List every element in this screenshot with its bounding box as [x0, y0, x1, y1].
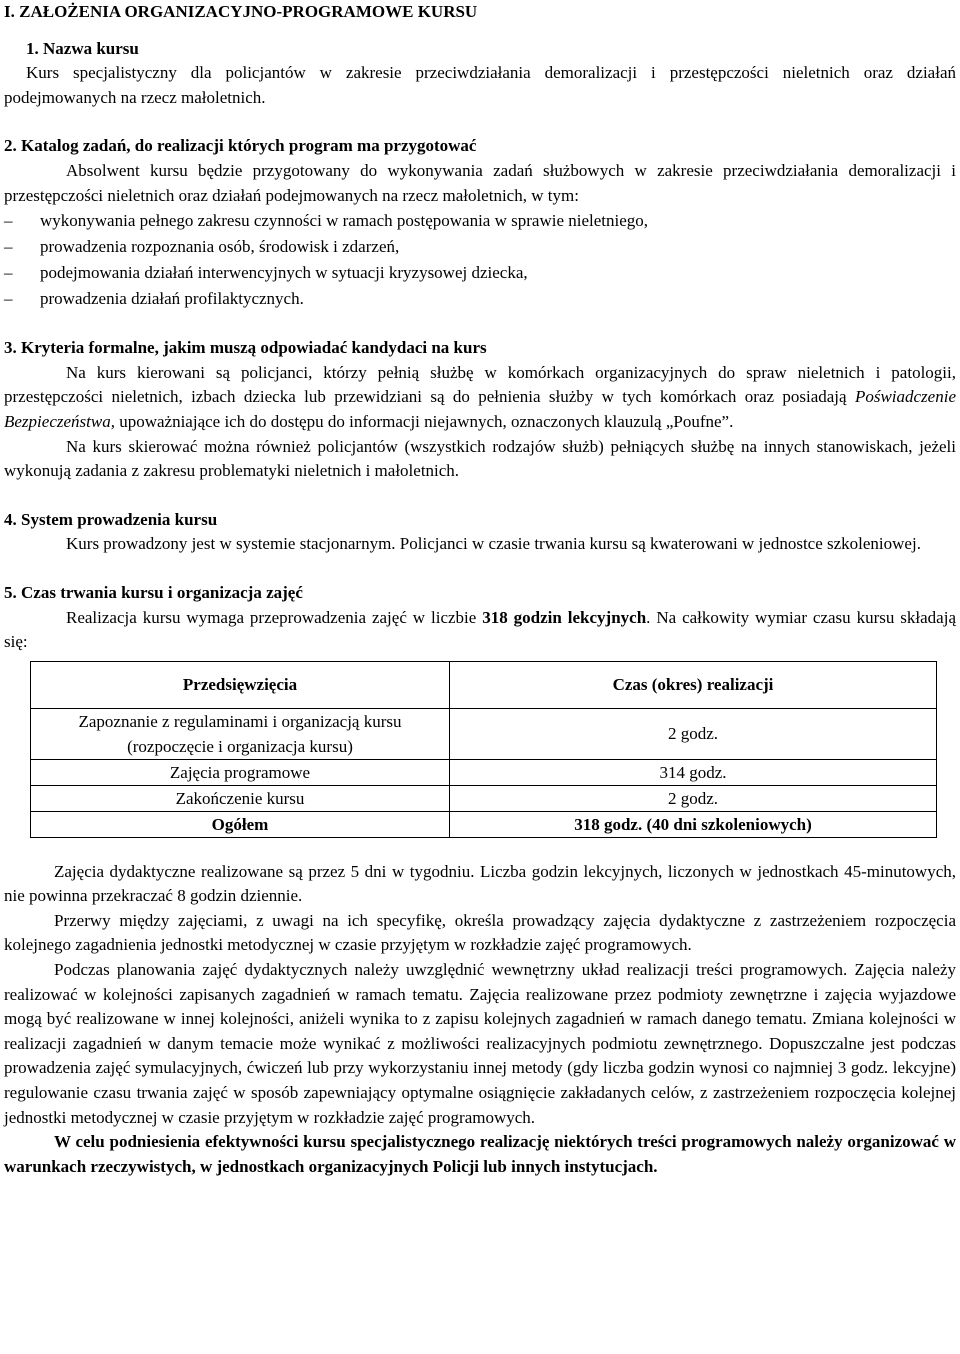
section-4-heading: 4. System prowadzenia kursu	[4, 509, 218, 529]
section-5-intro-start: Realizacja kursu wymaga przeprowadzenia zajęć w liczbie	[66, 607, 483, 627]
table-cell-activity: Zajęcia programowe	[31, 759, 450, 785]
table-total-value: 318 godz. (40 dni szkoleniowych)	[450, 811, 937, 837]
table-cell-duration: 2 godz.	[450, 785, 937, 811]
table-header-row	[31, 661, 937, 708]
table-row	[31, 759, 937, 785]
list-item: – prowadzenia działań profilaktycznych.	[4, 286, 956, 312]
section-5-intro-hours: 318 godzin lekcyjnych	[482, 607, 647, 627]
section-1-heading: 1. Nazwa kursu	[26, 38, 139, 58]
table-cell-duration: 314 godz.	[450, 759, 937, 785]
list-item: – prowadzenia rozpoznania osób, środowisk i zdarzeń,	[4, 234, 956, 260]
table-total-label: Ogółem	[31, 811, 450, 837]
table-cell-activity	[31, 708, 450, 759]
table-row	[31, 785, 937, 811]
table-cell-activity-line2: (rozpoczęcie i organizacja kursu)	[127, 736, 353, 756]
section-3-paragraph-1	[4, 361, 956, 435]
section-2-text: Absolwent kursu będzie przygotowany do wykonywania zadań służbowych w zakresie przeciwdziałania demoralizacji i przestępczości nieletnich oraz działań podejmowanych na rzecz małoletnich, w tym:	[4, 160, 956, 205]
table-cell-duration: 2 godz.	[450, 708, 937, 759]
section-5-heading: 5. Czas trwania kursu i organizacja zajęć	[4, 582, 303, 602]
schedule-table	[30, 661, 937, 838]
table-cell-activity-line1: Zapoznanie z regulaminami i organizacją kursu	[78, 711, 402, 731]
table-cell-activity: Zakończenie kursu	[31, 785, 450, 811]
section-3-paragraph-2: Na kurs skierować można również policjantów (wszystkich rodzajów służb) pełniących służbę na innych stanowiskach, jeżeli wykonują zadania z zakresu problematyki nieletnich i małoletnich.	[4, 436, 956, 481]
document-title: I. ZAŁOŻENIA ORGANIZACYJNO-PROGRAMOWE KURSU	[4, 2, 478, 21]
section-3-p1-end: upoważniające ich do dostępu do informacji niejawnych, oznaczonych klauzulą „Poufne”.	[114, 411, 734, 431]
table-total-row	[31, 811, 937, 837]
section-1-text: Kurs specjalistyczny dla policjantów w zakresie przeciwdziałania demoralizacji i przestępczości nieletnich oraz działań podejmowanych na rzecz małoletnich.	[4, 63, 956, 107]
section-3-p1-start: Na kurs kierowani są policjanci, którzy pełnią służbę w komórkach organizacyjnych do spraw nieletnich i patologii, przestępczości nieletnich, izbach dziecka lub przewidziani są do pełnienia służby w tych komórkach oraz posiadają	[4, 362, 956, 407]
section-5-paragraph-1: Zajęcia dydaktyczne realizowane są przez 5 dni w tygodniu. Liczba godzin lekcyjnych, liczonych w jednostkach 45-minutowych, nie powinna przekraczać 8 godzin dziennie.	[4, 861, 956, 906]
list-item: – podejmowania działań interwencyjnych w sytuacji kryzysowej dziecka,	[4, 260, 956, 286]
list-item: – wykonywania pełnego zakresu czynności w ramach postępowania w sprawie nieletniego,	[4, 208, 956, 234]
section-5-paragraph-4: W celu podniesienia efektywności kursu specjalistycznego realizację niektórych treści programowych należy organizować w warunkach rzeczywistych, w jednostkach organizacyjnych Policji lub innych instytucjach.	[4, 1132, 956, 1176]
section-5-paragraph-3: Podczas planowania zajęć dydaktycznych należy uwzględnić wewnętrzny układ realizacji treści programowych. Zajęcia należy realizować w kolejności zapisanych zagadnień w ramach tematu. Zajęcia realizowane przez podmioty zewnętrzne i zajęcia wyjazdowe mogą być realizowane w innej kolejności, aniżeli wynika to z zapisu kolejnych zagadnień w ramach danego tematu. Zmiana kolejności w realizacji zagadnień w danym temacie może wynikać z możliwości realizacyjnych podmiotu zewnętrznego. Dopuszczalne jest podczas prowadzenia zajęć symulacyjnych, ćwiczeń lub przy wykorzystaniu innej metody (gdy liczba godzin wynosi co najmniej 3 godz. lekcyjne) regulowanie czasu trwania zajęć w sposób zapewniający optymalne osiągnięcie zakładanych celów, z zastrzeżeniem rozpoczęcia kolejnej jednostki metodycznej w czasie przyjętym w rozkładzie zajęć programowych.	[4, 960, 956, 1127]
section-2-list	[4, 208, 956, 312]
table-header-activities: Przedsięwzięcia	[31, 661, 450, 708]
section-5-paragraph-2: Przerwy między zajęciami, z uwagi na ich specyfikę, określa prowadzący zajęcia dydaktyczne z zastrzeżeniem rozpoczęcia kolejnego zagadnienia jednostki metodycznej w czasie przyjętym w rozkładzie zajęć programowych.	[4, 910, 956, 955]
table-header-duration: Czas (okres) realizacji	[450, 661, 937, 708]
section-2-heading: 2. Katalog zadań, do realizacji których program ma przygotować	[4, 136, 477, 156]
section-5-intro	[4, 606, 956, 655]
document-page	[4, 0, 956, 1179]
section-5-intro-end: . Na całkowity wymiar czasu kursu składają się:	[4, 607, 956, 652]
section-3-heading: 3. Kryteria formalne, jakim muszą odpowiadać kandydaci na kurs	[4, 338, 487, 358]
table-row	[31, 708, 937, 759]
section-3-p1-emphasis: Poświadczenie Bezpieczeństwa,	[4, 387, 956, 431]
section-4-text: Kurs prowadzony jest w systemie stacjonarnym. Policjanci w czasie trwania kursu są kwaterowani w jednostce szkoleniowej.	[66, 534, 921, 554]
